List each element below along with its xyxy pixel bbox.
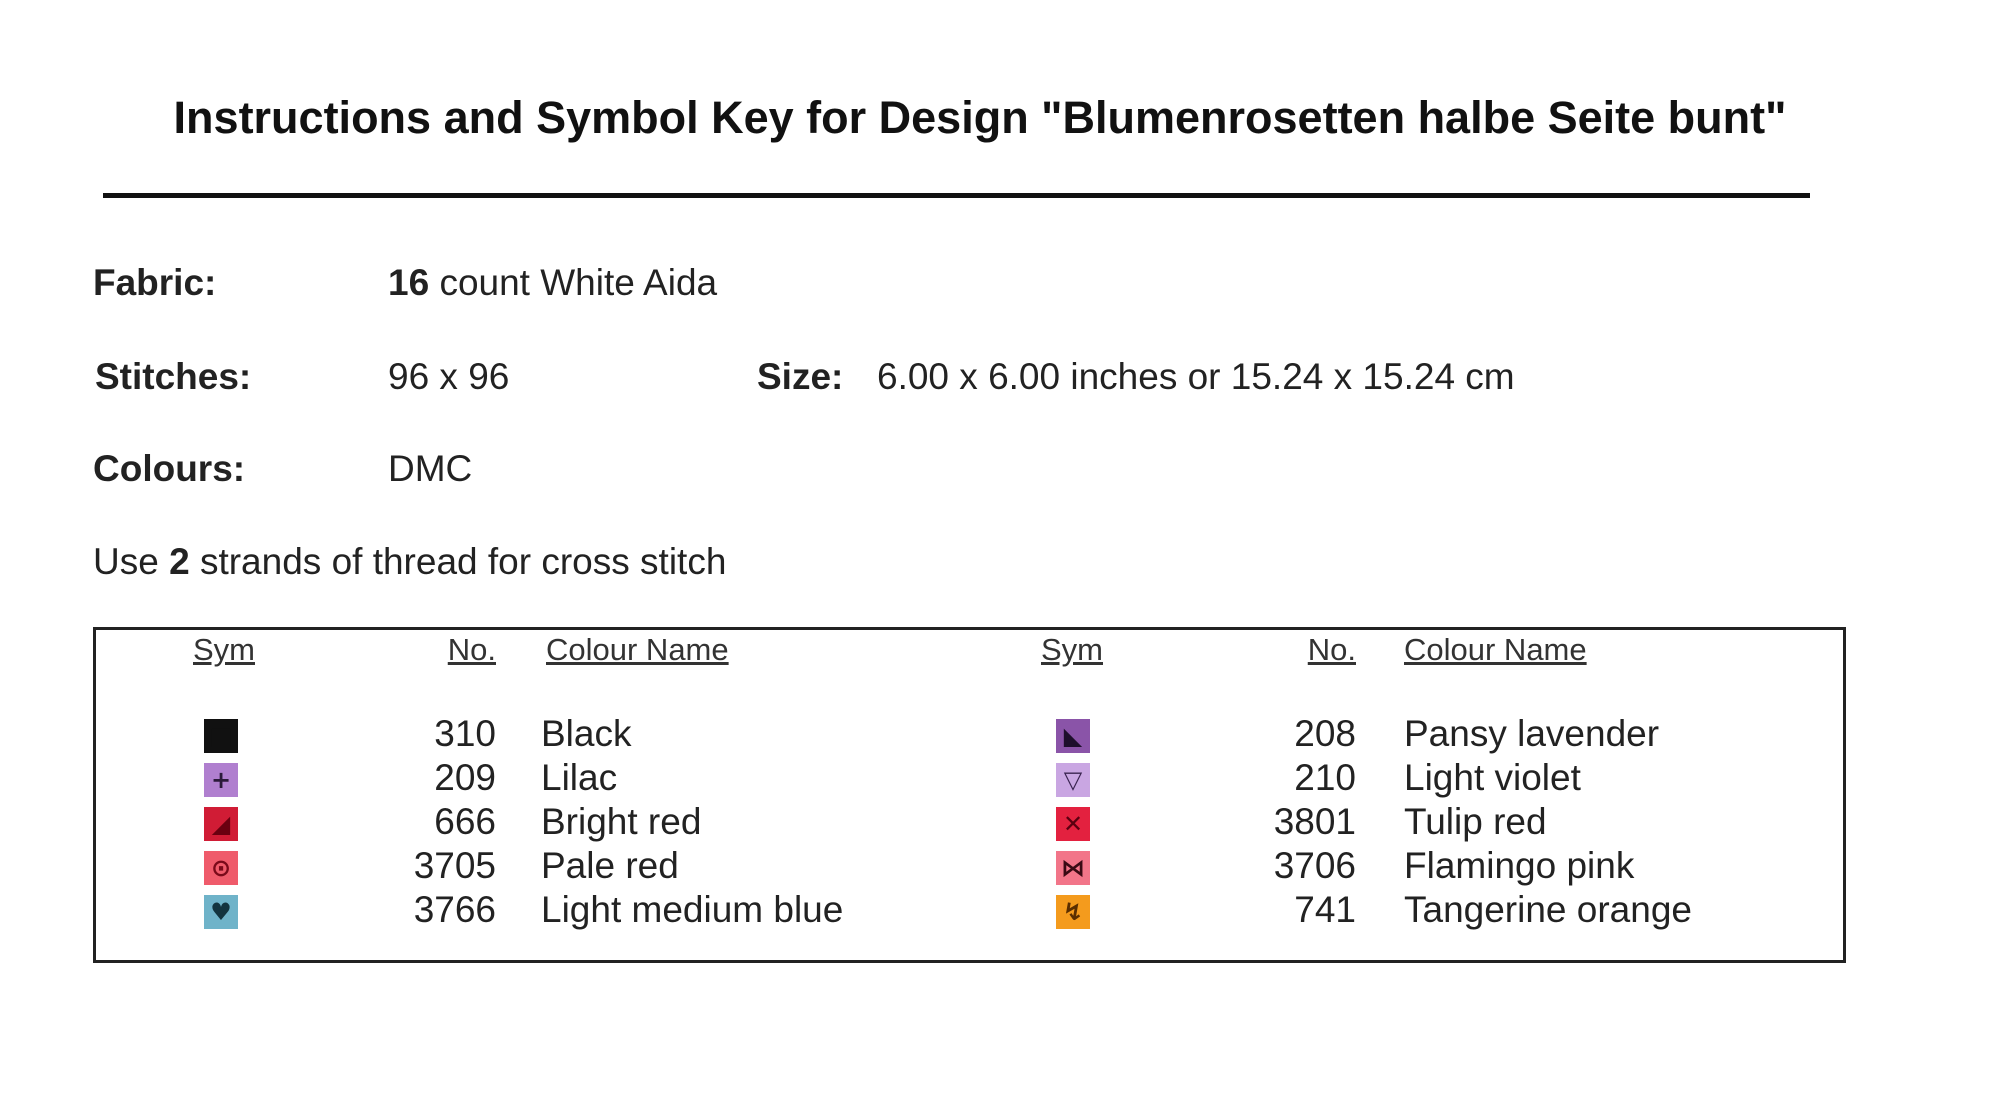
header-sym-left: Sym [193, 632, 255, 667]
header-no-right: No. [1307, 632, 1356, 667]
colour-name-left: Black [541, 713, 632, 754]
strands-count: 2 [169, 541, 190, 582]
colours-value: DMC [388, 448, 473, 489]
colour-name-left: Bright red [541, 801, 702, 842]
triangle-corner-icon: ◣ [1056, 719, 1090, 753]
fabric-description: count White Aida [439, 262, 718, 303]
header-colour-name-right: Colour Name [1404, 632, 1587, 667]
dmc-number-right: 210 [1294, 757, 1356, 798]
colour-name-right: Light violet [1404, 757, 1581, 798]
dmc-number-right: 3801 [1273, 801, 1356, 842]
colour-name-right: Tulip red [1404, 801, 1547, 842]
page-title: Instructions and Symbol Key for Design "Blumenrosetten halbe Seite bunt" [173, 92, 1787, 143]
colour-name-right: Pansy lavender [1404, 713, 1660, 754]
solid-square-icon: ■ [204, 719, 238, 753]
cross-icon: ✕ [1056, 807, 1090, 841]
dmc-number-left: 209 [434, 757, 496, 798]
size-label: Size: [757, 356, 844, 397]
strands-suffix: strands of thread for cross stitch [199, 541, 727, 582]
size-value: 6.00 x 6.00 inches or 15.24 x 15.24 cm [877, 356, 1515, 397]
dmc-number-right: 741 [1294, 889, 1356, 930]
title-divider [103, 193, 1810, 198]
dmc-number-right: 208 [1294, 713, 1356, 754]
strands-prefix: Use [93, 541, 159, 582]
stitches-value: 96 x 96 [388, 356, 510, 397]
fabric-value [388, 262, 717, 304]
corner-triangle-icon: ◢ [204, 807, 238, 841]
dmc-number-left: 310 [434, 713, 496, 754]
colour-name-right: Flamingo pink [1404, 845, 1635, 886]
down-triangle-icon: ▽ [1056, 763, 1090, 797]
dmc-number-left: 666 [434, 801, 496, 842]
fabric-label: Fabric: [93, 262, 217, 303]
header-sym-right: Sym [1041, 632, 1103, 667]
heart-icon: ♥ [204, 895, 238, 929]
colours-label: Colours: [93, 448, 246, 489]
dmc-number-right: 3706 [1273, 845, 1356, 886]
header-no-left: No. [447, 632, 496, 667]
plus-icon: + [204, 763, 238, 797]
bowtie-icon: ⋈ [1056, 851, 1090, 885]
circle-dot-icon: ⊙ [204, 851, 238, 885]
dmc-number-left: 3705 [413, 845, 496, 886]
header-colour-name-left: Colour Name [546, 632, 729, 667]
dmc-number-left: 3766 [413, 889, 496, 930]
fabric-count: 16 [388, 262, 430, 303]
colour-name-right: Tangerine orange [1404, 889, 1692, 930]
symbol-key-table [93, 627, 1846, 963]
colour-name-left: Pale red [541, 845, 679, 886]
zigzag-icon: ↯ [1056, 895, 1090, 929]
colour-name-left: Light medium blue [541, 889, 844, 930]
colour-name-left: Lilac [541, 757, 618, 798]
stitches-label: Stitches: [95, 356, 252, 397]
strands-instruction [93, 541, 726, 583]
